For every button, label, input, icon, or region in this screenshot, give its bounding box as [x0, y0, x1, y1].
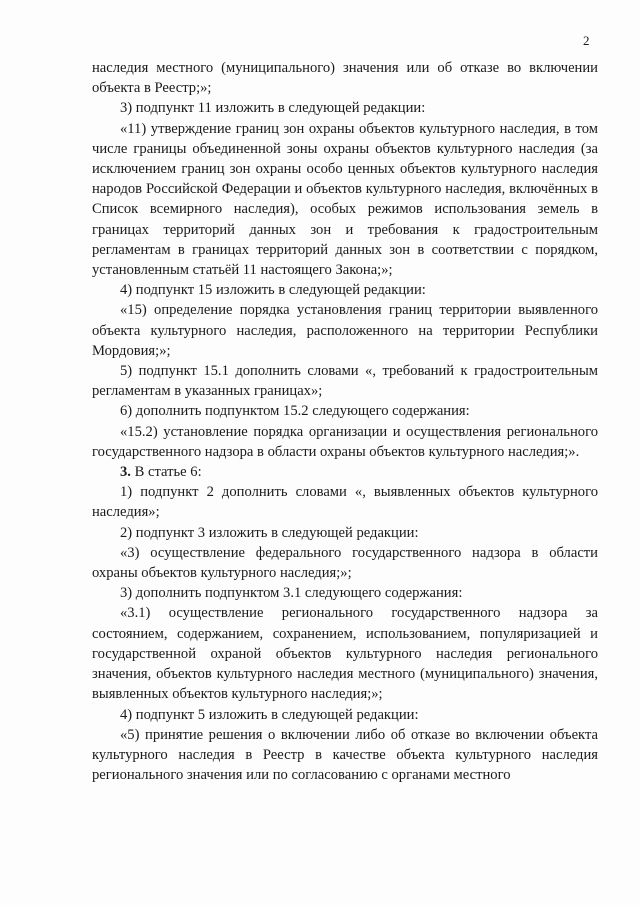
- paragraph-text: «11) утверждение границ зон охраны объектов культурного наследия, в том числе границы объединенной зоны охраны объектов культурного наследия (за исключением границ зон охраны особо ценных объектов культурного наследия народов Российской Федерации и объектов культурного наследия, включённых в Список всемирного наследия), особых режимов использования земель в границах территорий данных зон и требования к градостроительным регламентам в границах территорий данных зон в соответствии с порядком, установленным статьёй 11 настоящего Закона;»;: [92, 120, 598, 279]
- document-body: [92, 58, 598, 785]
- paragraph-text: 3) дополнить подпунктом 3.1 следующего содержания:: [120, 585, 463, 602]
- paragraph: [92, 58, 598, 98]
- paragraph-text: наследия местного (муниципального) значения или об отказе во включении объекта в Реестр;»;: [92, 60, 598, 97]
- paragraph: [92, 401, 598, 421]
- paragraph: [92, 603, 598, 704]
- paragraph: [92, 462, 598, 482]
- paragraph-text: 3) подпункт 11 изложить в следующей редакции:: [120, 100, 426, 117]
- paragraph: [92, 300, 598, 361]
- paragraph: [92, 422, 598, 462]
- paragraph: [92, 361, 598, 401]
- article-number: 3.: [120, 464, 131, 481]
- paragraph-text: 4) подпункт 15 изложить в следующей редакции:: [120, 282, 426, 299]
- paragraph-text: 4) подпункт 5 изложить в следующей редакции:: [120, 706, 419, 723]
- paragraph-text: В статье 6:: [134, 464, 202, 481]
- paragraph: [92, 543, 598, 583]
- paragraph: [92, 725, 598, 786]
- page-number: 2: [583, 33, 590, 48]
- paragraph-text: «15.2) установление порядка организации и осуществления регионального государственного надзора в области охраны объектов культурного наследия;».: [92, 423, 598, 460]
- paragraph: [92, 98, 598, 118]
- paragraph: [92, 280, 598, 300]
- paragraph: [92, 583, 598, 603]
- paragraph: [92, 119, 598, 281]
- paragraph: [92, 482, 598, 522]
- paragraph-text: «5) принятие решения о включении либо об отказе во включении объекта культурного наследия в Реестр в качестве объекта культурного наследия регионального значения или по согласованию с органами местного: [92, 726, 598, 784]
- paragraph-text: 2) подпункт 3 изложить в следующей редакции:: [120, 524, 419, 541]
- paragraph-text: «15) определение порядка установления границ территории выявленного объекта культурного наследия, расположенного на территории Республики Мордовия;»;: [92, 302, 598, 359]
- paragraph-text: «3.1) осуществление регионального государственного надзора за состоянием, содержанием, сохранением, использованием, популяризацией и государственной охраной объектов культурного наследия регионального значения, объектов культурного наследия местного (муниципального) значения, выявленных объектов культурного наследия;»;: [92, 605, 598, 703]
- paragraph: [92, 523, 598, 543]
- paragraph-text: 1) подпункт 2 дополнить словами «, выявленных объектов культурного наследия»;: [92, 484, 598, 521]
- paragraph-text: «3) осуществление федерального государственного надзора в области охраны объектов культурного наследия;»;: [92, 544, 598, 582]
- paragraph: [92, 705, 598, 725]
- paragraph-text: 6) дополнить подпунктом 15.2 следующего содержания:: [120, 403, 470, 420]
- paragraph-text: 5) подпункт 15.1 дополнить словами «, требований к градостроительным регламентам в указанных границах»;: [92, 363, 598, 400]
